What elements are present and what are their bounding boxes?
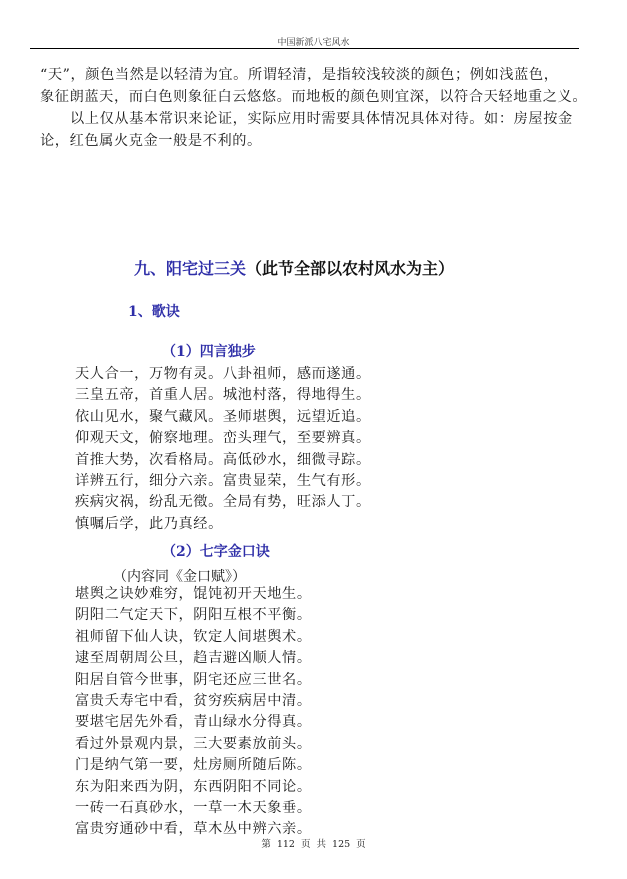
- verse-line: 一砖一石真砂水，一草一木天象垂。: [75, 799, 312, 816]
- verse-line: 逮至周朝周公旦，趋吉避凶顺人情。: [75, 650, 312, 667]
- verse-line: 堪舆之诀妙难穷，馄饨初开天地生。: [75, 586, 312, 602]
- running-header: 中国新派八宅风水: [277, 38, 350, 48]
- header-divider: [30, 48, 579, 49]
- verse-line: 天人合一，万物有灵。八卦祖师，感而遂通。: [75, 366, 371, 382]
- part-1-heading: （1）四言独步: [162, 344, 256, 360]
- verse-line: 要堪宅居先外看，青山绿水分得真。: [75, 714, 312, 731]
- section-title-note: （此节全部以农村风水为主）: [246, 259, 455, 278]
- paragraph-line: “天”，颜色当然是以轻清为宜。所谓轻清，是指较浅较淡的颜色；例如浅蓝色，: [40, 67, 559, 83]
- verse-line: 门是纳气第一要，灶房厕所随后陈。: [75, 757, 312, 774]
- verse-line: 依山见水，聚气藏风。圣师堪舆，远望近追。: [75, 408, 371, 425]
- verse-block-seven-char: [75, 584, 312, 841]
- intro-paragraph-2: [40, 108, 590, 152]
- verse-line: 疾病灾祸，纷乱无徵。全局有势，旺添人丁。: [75, 494, 371, 511]
- verse-line: 看过外景观内景，三大要素放前头。: [75, 735, 312, 752]
- paragraph-line: 论，红色属火克金一般是不利的。: [40, 133, 262, 149]
- paragraph-line: 以上仅从基本常识来论证，实际应用时需要具体情况具体对待。如：房屋按金: [70, 111, 573, 127]
- verse-line: 阴阳二气定天下，阴阳互根不平衡。: [75, 607, 312, 624]
- verse-line: 富贵夭寿宅中看，贫穷疾病居中清。: [75, 692, 312, 709]
- verse-line: 三皇五帝，首重人居。城池村落，得地得生。: [75, 387, 371, 404]
- verse-line: 慎嘱后学，此乃真经。: [75, 515, 223, 532]
- verse-line: 首推大势，次看格局。高低砂水，细微寻踪。: [75, 451, 371, 468]
- paragraph-line: 象征朗蓝天，而白色则象征白云悠悠。而地板的颜色则宜深，以符合天轻地重之义。: [40, 89, 588, 105]
- verse-line: 东为阳来西为阴，东西阴阳不同论。: [75, 778, 312, 795]
- part-2-heading: （2）七字金口诀: [162, 544, 270, 560]
- verse-line: 祖师留下仙人诀，钦定人间堪舆术。: [75, 628, 312, 645]
- verse-line: 仰观天文，俯察地理。峦头理气，至要辨真。: [75, 430, 371, 447]
- verse-line: 富贵穷通砂中看，草木丛中辨六亲。: [75, 821, 312, 838]
- verse-line: 详辨五行，细分六亲。富贵显荣，生气有形。: [75, 472, 371, 489]
- verse-block-four-char: [75, 364, 371, 535]
- verse-line: 阳居自管今世事，阴宅还应三世名。: [75, 671, 312, 688]
- subsection-heading: 1、歌诀: [128, 304, 180, 320]
- section-heading: [134, 256, 454, 279]
- intro-paragraph-1: [40, 64, 590, 108]
- page-number-footer: 第 112 页 共 125 页: [261, 839, 366, 850]
- section-title: 九、阳宅过三关: [134, 259, 247, 278]
- part-2-note: （内容同《金口赋》）: [113, 569, 246, 585]
